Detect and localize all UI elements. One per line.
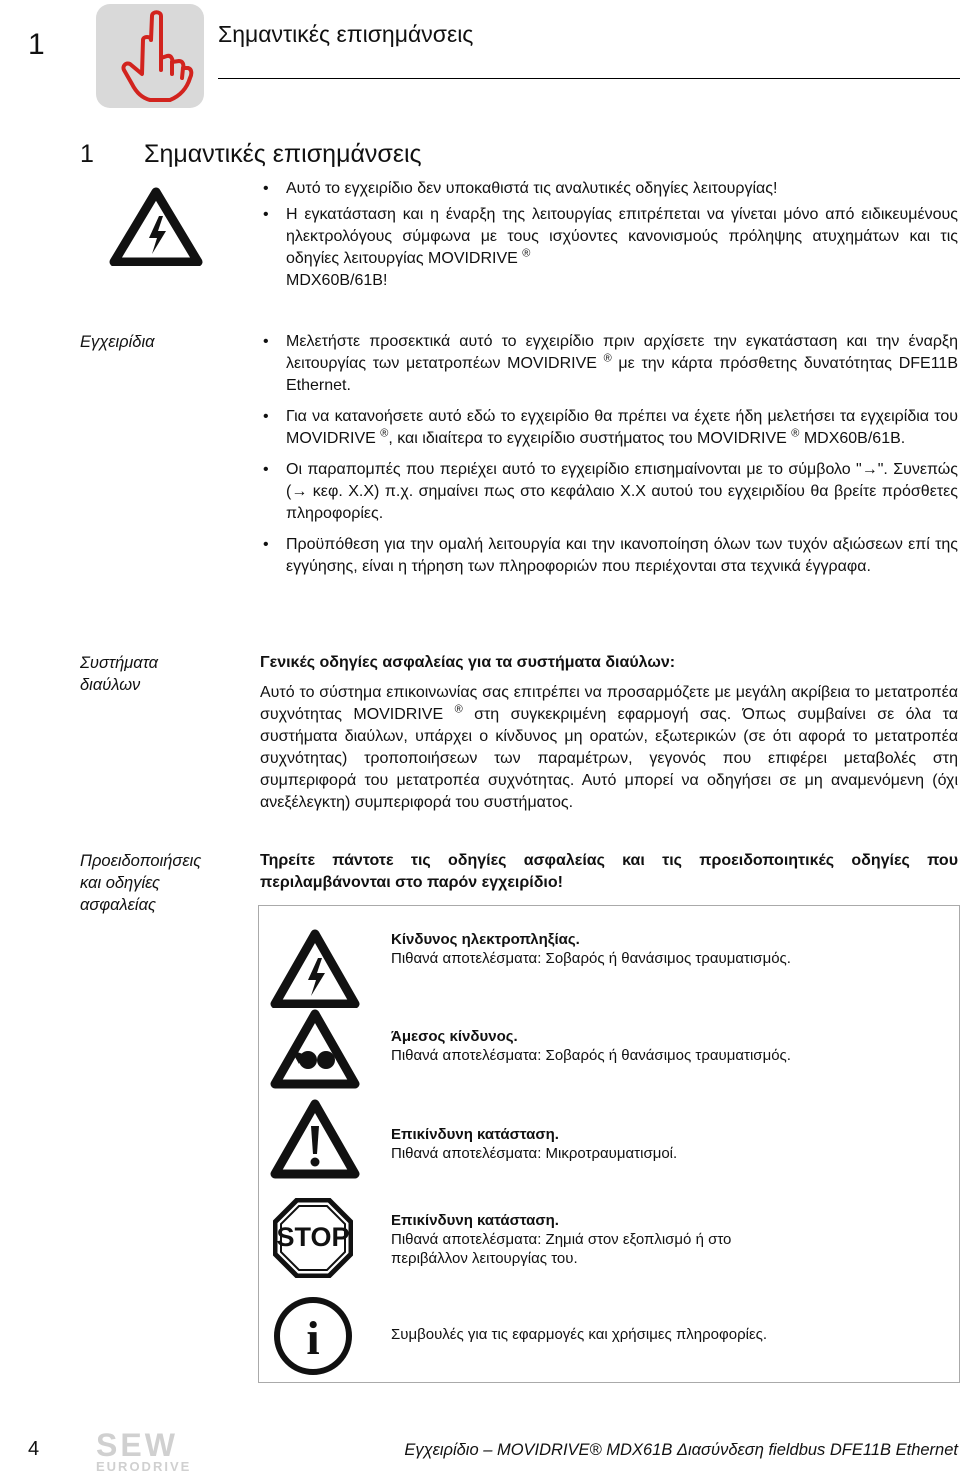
registered-mark: ® xyxy=(522,247,531,260)
manuals-label: Εγχειρίδια xyxy=(80,333,155,351)
list-item: • Μελετήστε προσεκτικά αυτό το εγχειρίδιο πριν αρχίσετε την εγκατάσταση και την έναρξη λειτουργίας των μετατροπέων MOVIDRIVE ® με την κάρτα πρόσθετης δυνατότητας DFE11B Ethernet. xyxy=(260,331,958,397)
warning-title: Κίνδυνος ηλεκτροπληξίας. xyxy=(391,931,580,948)
stop-icon xyxy=(273,1198,353,1278)
section-title: Σημαντικές επισημάνσεις xyxy=(144,140,422,168)
header-title: Σημαντικές επισημάνσεις xyxy=(218,21,474,47)
bus-heading: Γενικές οδηγίες ασφαλείας για τα συστήματα διαύλων: xyxy=(260,654,676,671)
list-item: • Για να κατανοήσετε αυτό εδώ το εγχειρίδιο θα πρέπει να έχετε ήδη μελετήσει τα εγχειρίδια του MOVIDRIVE ®, και ιδιαίτερα το εγχειρίδιο συστήματος του MOVIDRIVE ® MDX60B/61B. xyxy=(260,406,958,450)
warning-text: Πιθανά αποτελέσματα: Ζημιά στον εξοπλισμό ή στο περιβάλλον λειτουργίας του. xyxy=(391,1231,732,1267)
header-divider xyxy=(218,78,960,79)
sew-eurodrive-logo: SEW EURODRIVE xyxy=(96,1427,192,1474)
crush-hazard-icon xyxy=(269,1008,361,1090)
warnings-label: Προειδοποιήσεις και οδηγίες ασφαλείας xyxy=(80,852,202,914)
electric-shock-icon xyxy=(108,186,204,266)
footer-text: Εγχειρίδιο – MOVIDRIVE® MDX61B Διασύνδεση fieldbus DFE11B Ethernet xyxy=(404,1441,958,1459)
bus-systems-section xyxy=(260,652,958,814)
hand-icon-box xyxy=(96,4,204,108)
safety-symbols-box xyxy=(258,905,960,1383)
svg-text:i: i xyxy=(306,1312,320,1365)
warning-text: Συμβουλές για τις εφαρμογές και χρήσιμες πληροφορίες. xyxy=(391,1326,768,1343)
svg-text:STOP: STOP xyxy=(276,1222,350,1252)
list-item: • Οι παραπομπές που περιέχει αυτό το εγχειρίδιο επισημαίνονται με το σύμβολο "→". Συνεπώς (→ κεφ. X.X) π.χ. σημαίνει πως στο κεφάλαιο X.X αυτού του εγχειριδίου θα βρείτε πρόσθετες πληροφορίες. xyxy=(260,459,958,525)
section-number: 1 xyxy=(80,140,94,168)
manuals-bullets xyxy=(260,331,958,587)
list-item: • Αυτό το εγχειρίδιο δεν υποκαθιστά τις αναλυτικές οδηγίες λειτουργίας! xyxy=(260,178,958,200)
section-heading xyxy=(80,140,422,169)
warning-title: Άμεσος κίνδυνος. xyxy=(391,1028,518,1045)
warning-title: Επικίνδυνη κατάσταση. xyxy=(391,1212,559,1229)
bus-paragraph: Αυτό το σύστημα επικοινωνίας σας επιτρέπει να προσαρμόζετε με μεγάλη ακρίβεια το μετατροπέα συχνότητας MOVIDRIVE ® στη συγκεκριμένη εφαρμογή σας. Όπως συμβαίνει σε όλα τα συστήματα διαύλων, υπάρχει ο κίνδυνος μη ορατών, εξωτερικών (σε ότι αφορά το μετατροπέα συχνότητας) τροποποιήσεων των παραμέτρων, γεγονός που επιφέρει μεταβολές στη συμπεριφορά του μετατροπέα συχνότητας. Αυτό μπορεί να οδηγήσει σε μη αναμενόμενη (όχι ανεξέλεγκτη) συμπεριφορά του συστήματος. xyxy=(260,684,959,811)
warnings-heading: Τηρείτε πάντοτε τις οδηγίες ασφαλείας και τις προειδοποιητικές οδηγίες που περιλαμβάνονται στο παρόν εγχειρίδιο! xyxy=(260,852,958,891)
warning-text: Πιθανά αποτελέσματα: Μικροτραυματισμοί. xyxy=(391,1145,678,1162)
list-item: • Η εγκατάσταση και η έναρξη της λειτουργίας επιτρέπεται να γίνεται μόνο από ειδικευμένους ηλεκτρολόγους σύμφωνα με τους ισχύοντες κανονισμούς πρόληψης ατυχημάτων και τις οδηγίες λειτουργίας MOVIDRIVE ® MDX60B/61B! xyxy=(260,204,958,292)
bus-systems-label: Συστήματα διαύλων xyxy=(80,654,159,694)
warning-text: Πιθανά αποτελέσματα: Σοβαρός ή θανάσιμος τραυματισμός. xyxy=(391,950,791,967)
chapter-number: 1 xyxy=(28,28,45,61)
warning-text: Πιθανά αποτελέσματα: Σοβαρός ή θανάσιμος τραυματισμός. xyxy=(391,1047,791,1064)
page-number: 4 xyxy=(28,1438,40,1460)
intro-bullets xyxy=(260,178,958,292)
warning-title: Επικίνδυνη κατάσταση. xyxy=(391,1126,559,1143)
pointing-hand-icon xyxy=(96,4,204,108)
info-icon xyxy=(273,1296,353,1376)
exclamation-icon xyxy=(269,1098,361,1180)
electric-shock-icon xyxy=(269,928,361,1008)
high-voltage-triangle xyxy=(108,186,204,271)
list-item: • Προϋπόθεση για την ομαλή λειτουργία και την ικανοποίηση όλων των τυχόν αξιώσεων επί της εγγύησης, είναι η τήρηση των πληροφοριών που περιέχονται στα τεχνικά έγγραφα. xyxy=(260,534,958,578)
